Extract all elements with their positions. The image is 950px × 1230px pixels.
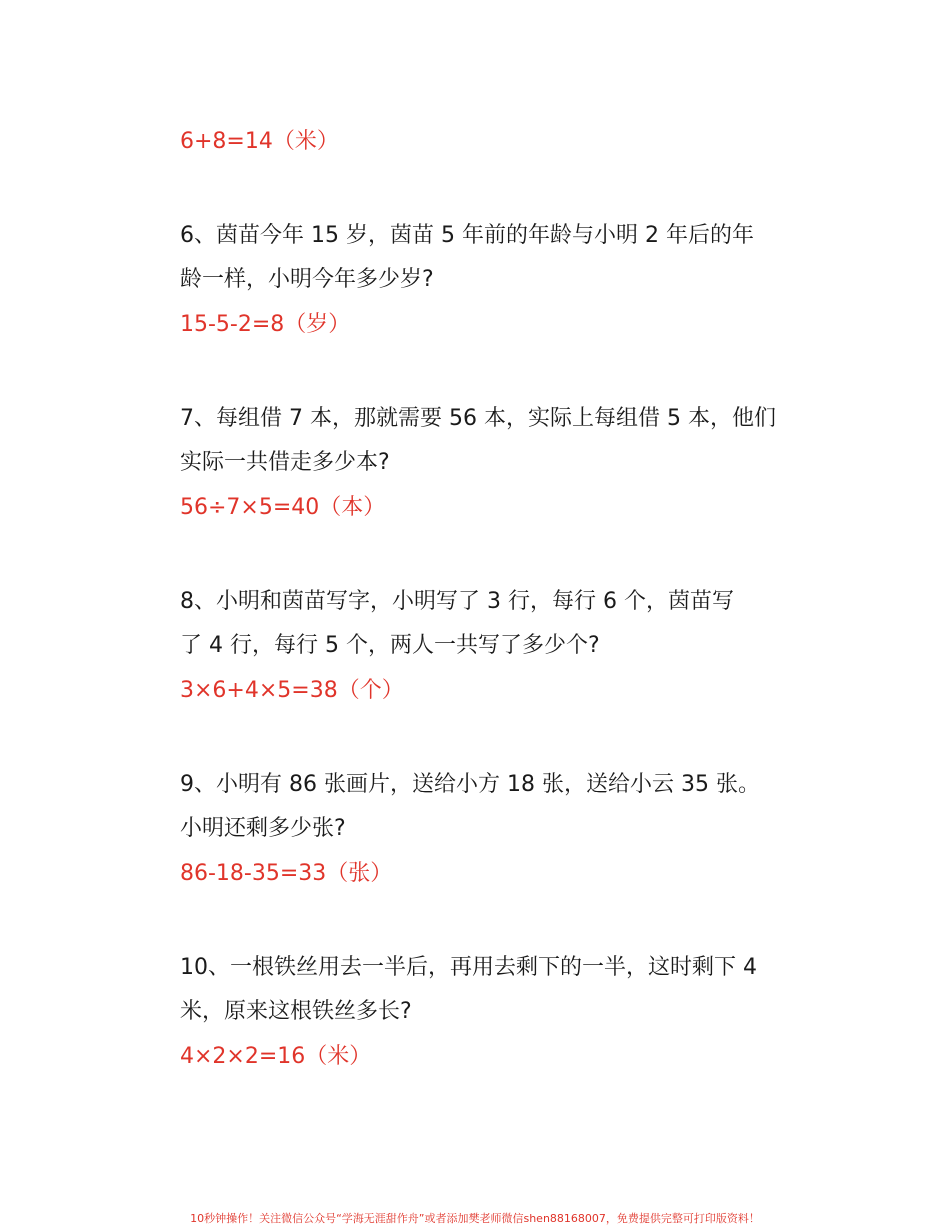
problem-9-text — [180, 763, 780, 851]
answer-9: 86-18-35=33（张） — [180, 861, 393, 886]
problem-10-line-2: 米，原来这根铁丝多长? — [180, 999, 412, 1024]
problem-8-line-2: 了 4 行，每行 5 个，两人一共写了多少个? — [180, 633, 600, 658]
footer-notice: 10秒钟操作！关注微信公众号“学海无涯甜作舟”或者添加樊老师微信shen88168007，免费提供完整可打印版资料！ — [190, 1212, 760, 1225]
problem-8-line-1: 8、小明和茵苗写字，小明写了 3 行，每行 6 个，茵苗写 — [180, 589, 734, 614]
problem-8-text — [180, 580, 780, 668]
problem-7-text — [180, 397, 780, 485]
answer-7: 56÷7×5=40（本） — [180, 495, 386, 520]
problem-7-line-1: 7、每组借 7 本，那就需要 56 本，实际上每组借 5 本，他们 — [180, 406, 776, 431]
answer-8: 3×6+4×5=38（个） — [180, 678, 404, 703]
problem-9-line-1: 9、小明有 86 张画片，送给小方 18 张，送给小云 35 张。 — [180, 772, 760, 797]
problem-6-text — [180, 214, 780, 302]
answer-6: 15-5-2=8（岁） — [180, 312, 351, 337]
problem-10-line-1: 10、一根铁丝用去一半后，再用去剩下的一半，这时剩下 4 — [180, 955, 757, 980]
problem-9-line-2: 小明还剩多少张? — [180, 816, 346, 841]
problem-6-line-1: 6、茵苗今年 15 岁，茵苗 5 年前的年龄与小明 2 年后的年 — [180, 223, 754, 248]
problem-10-text — [180, 946, 780, 1034]
answer-10: 4×2×2=16（米） — [180, 1044, 372, 1069]
answer-5: 6+8=14（米） — [180, 129, 339, 154]
problem-6-line-2: 龄一样，小明今年多少岁? — [180, 267, 434, 292]
problem-7-line-2: 实际一共借走多少本? — [180, 450, 390, 475]
